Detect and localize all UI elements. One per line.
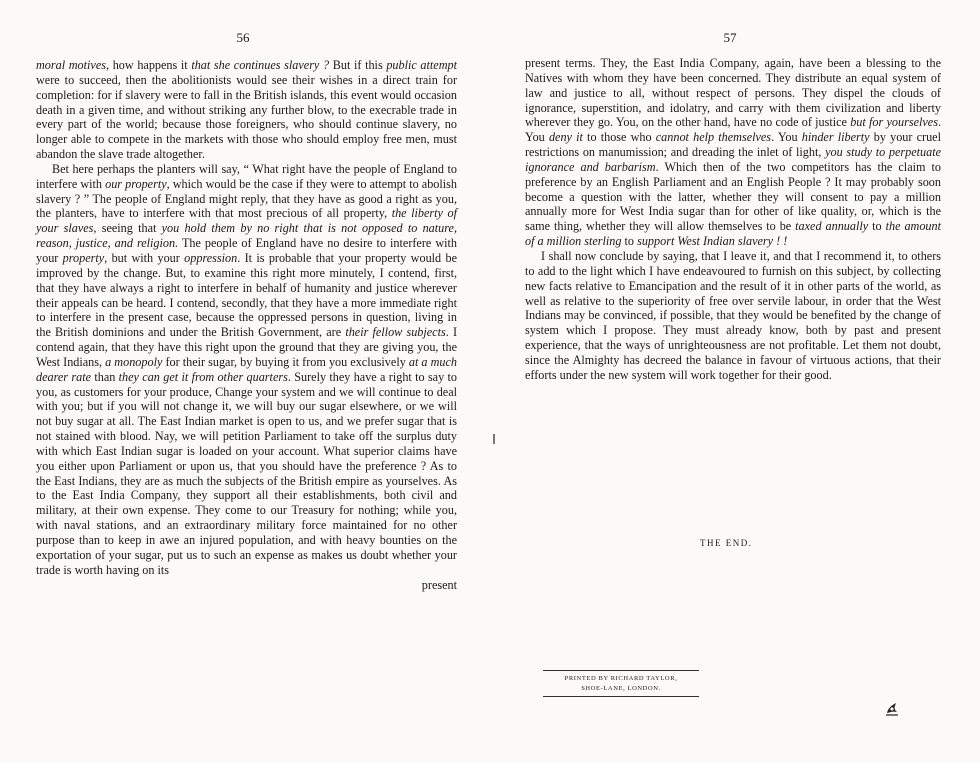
text-run: . You bbox=[771, 130, 802, 145]
italic-run: but for yourselves bbox=[850, 115, 938, 130]
left-page-number: 56 bbox=[236, 30, 250, 45]
italic-run: oppression bbox=[184, 250, 238, 265]
text-run: , but with your bbox=[104, 250, 185, 265]
italic-run: hinder liberty bbox=[801, 130, 870, 145]
text-run: . You bbox=[525, 115, 941, 145]
right-paragraph-2 bbox=[525, 249, 941, 383]
italic-run: the liberty of your slaves bbox=[36, 206, 457, 236]
italic-run: moral motives bbox=[36, 58, 106, 72]
text-run: . It is probable that your property would be improved by the change. But, to examine this right more minutely, I contend, first, that they have always a right to interfere in behalf of humanity and justice wherever their appeals can be heard. I contend, secondly, that they have a more immediate right to interfere in the present case, because the oppressed persons in question, living in the British dominions and under the British Government, are bbox=[36, 250, 457, 340]
right-page-number: 57 bbox=[723, 30, 737, 45]
text-run: But if this bbox=[329, 58, 387, 72]
printer-line-2: SHOE-LANE, LONDON. bbox=[581, 685, 661, 692]
italic-run: at a much dearer rate bbox=[36, 354, 457, 384]
italic-run: their fellow subjects bbox=[345, 325, 446, 340]
right-page bbox=[490, 0, 980, 762]
italic-run: support West Indian slavery ! ! bbox=[637, 234, 788, 249]
text-run: to those who bbox=[582, 130, 656, 145]
italic-run: deny it bbox=[548, 130, 583, 145]
italic-run: property bbox=[62, 250, 105, 265]
text-run: Bet here perhaps the planters will say, “ What right have the people of England to interfere with bbox=[36, 161, 457, 191]
left-paragraph-2 bbox=[36, 162, 457, 578]
printer-line-1: PRINTED BY RICHARD TAYLOR, bbox=[564, 675, 678, 682]
text-run: by your cruel restrictions on manumission; and dreading the inlet of light, bbox=[525, 130, 941, 160]
right-paragraph-1 bbox=[525, 56, 941, 249]
text-run: I shall now conclude by saying, that I leave it, and that I recommend it, to others to add to the light which I have endeavoured to furnish on this subject, by collecting new facts relative to Emancipation and the result of it in other parts of the world, as well as relative to the superiority of free over servile labour, in order that the West Indians may be convinced, if possible, that they would be benefited by the change of system which I propose. They must already know, both by past and present experience, that the ways of unrighteousness are not profitable. Let them not doubt, since the Almighty has decreed the balance in favour of virtuous actions, that their efforts under the new system will work together for their good. bbox=[525, 248, 941, 382]
catchword: present bbox=[421, 577, 457, 592]
italic-run: taxed annually bbox=[795, 219, 869, 234]
printer-imprint bbox=[543, 670, 699, 697]
the-end-heading: THE END. bbox=[700, 538, 753, 548]
text-run: were to succeed, then the abolitionists would see their wishes in a direct train for completion: for if slavery were to fall in the British islands, this event would occasion death in a given time, and without striking any further blow, to the execrable trade in every part of the world; because those foreigners, who should continue slavery, no longer able to compete in the markets with those who should employ free men, must abandon the slave trade altogether. bbox=[36, 72, 457, 162]
text-run: present terms. They, the East India Company, again, have been a blessing to the Natives with whom they have been concerned. They distribute an equal system of law and justice to all, without respect of persons. They dispel the clouds of ignorance, superstition, and idolatry, and carry with them civilization and liberty wherever they go. You, on the other hand, have no code of justice bbox=[525, 56, 941, 130]
italic-run: a monopoly bbox=[105, 354, 163, 369]
text-run: The people of England have no desire to interfere with your bbox=[36, 236, 457, 265]
text-run: . I contend again, that they have this right upon the ground that they are giving you, the West Indians, bbox=[36, 325, 458, 369]
printer-ornament-icon bbox=[884, 700, 900, 716]
text-run: for their sugar, by buying it from you exclusively bbox=[162, 354, 409, 369]
text-run: , seeing that bbox=[93, 221, 162, 236]
text-run: . Which then of the two competitors has the claim to preference by an English Parliament and an English People ? It may probably soon become a question with the latter, whether they will consent to pay a million annually more for West India sugar than for other of like quality, or, which is the same thing, whether they will allow themselves to be bbox=[525, 159, 941, 234]
left-paragraph-1 bbox=[36, 58, 457, 162]
italic-run: they can get it from other quarters bbox=[118, 369, 288, 384]
text-run: than bbox=[91, 369, 119, 384]
italic-run: public attempt bbox=[386, 58, 457, 72]
italic-run: you study to perpetuate ignorance and barbarism bbox=[525, 145, 942, 174]
right-page-text bbox=[525, 56, 941, 383]
left-page-text bbox=[36, 58, 457, 592]
text-run: , which would be the case if they were to attempt to abolish slavery ? ” The people of England might reply, that they have as good a right as you, the planters, have to interfere with that most precious of all property, bbox=[36, 176, 457, 221]
text-run: to bbox=[621, 234, 638, 249]
italic-run: the amount of a million sterling bbox=[525, 219, 942, 249]
text-run: to bbox=[868, 219, 886, 234]
italic-run: that she continues slavery ? bbox=[191, 58, 330, 72]
text-run: , how happens it bbox=[106, 58, 192, 72]
italic-run: our property bbox=[105, 176, 167, 191]
italic-run: cannot help themselves bbox=[655, 130, 772, 145]
italic-run: you hold them by no right that is not opposed to nature, reason, justice, and religion. bbox=[36, 221, 457, 251]
text-run: . Surely they have a right to say to you, as customers for your produce, Change your system and we will continue to deal with you; but if you will not change it, we will buy our sugar elsewhere, or we will not buy sugar at all. The East Indian market is open to us, and we prefer sugar that is not stained with blood. Nay, we will petition Parliament to take off the surplus duty with which East Indian sugar is loaded on your account. What superior claims have you either upon Parliament or upon us, that you should have the preference ? As to the East Indians, they are as much the subjects of the British empire as yourselves. As to the East India Company, they support all their establishments, both civil and military, at their own expense. They come to our Treasury for nothing; while you, with naval stations, and an extraordinary military force maintained for no other purpose than to keep in awe an injured population, and with heavy bounties on the exportation of your sugar, put us to such an expense as makes us doubt whether your trade is worth having on its bbox=[36, 369, 458, 577]
